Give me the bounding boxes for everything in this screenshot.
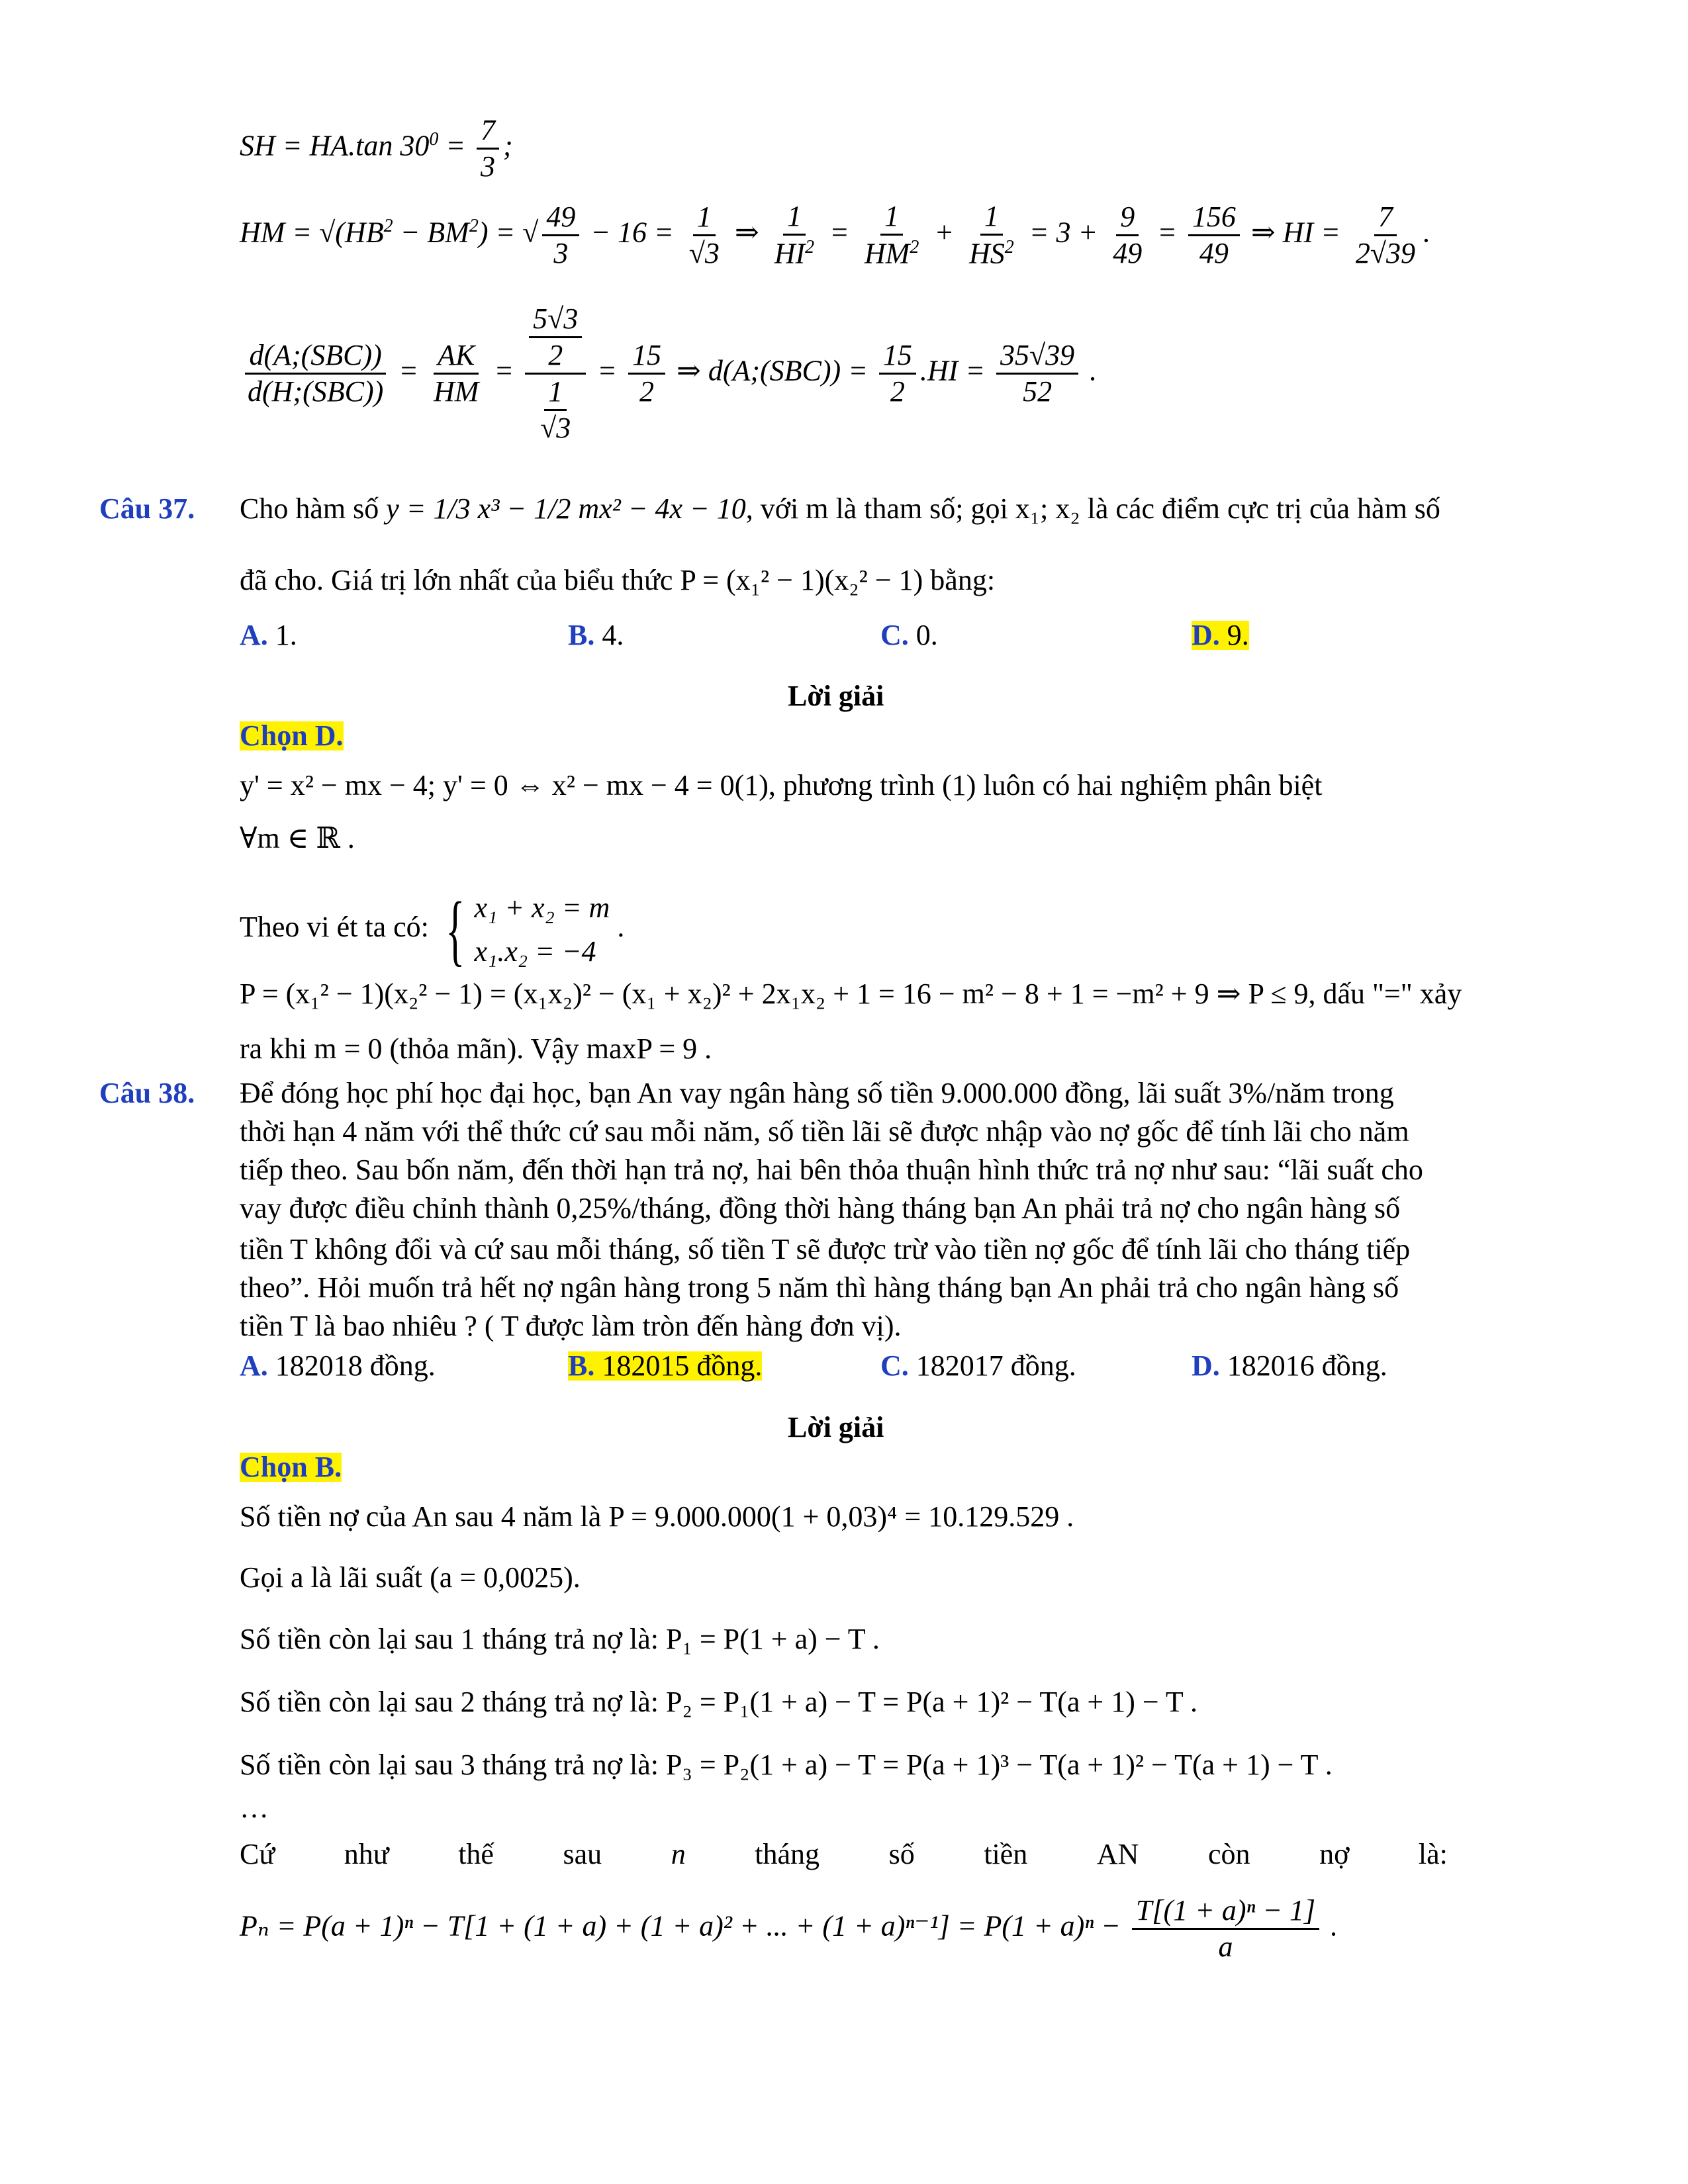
d-period: .: [1090, 354, 1098, 387]
hm-seven: 7: [1374, 203, 1397, 236]
q37-chosen: Chọn D.: [240, 719, 344, 752]
q37-option-b-text: 4.: [602, 619, 624, 651]
hm-frac-hi: $\frac{1}{HI^2}$: [774, 200, 815, 270]
brace-icon: {: [445, 886, 465, 974]
hm-hi-eq: ⇒ HI =: [1250, 216, 1340, 249]
q37-option-c-letter: C.: [880, 619, 909, 651]
q38-option-a[interactable]: [240, 1351, 436, 1381]
d-eq2: =: [494, 354, 514, 387]
word: tiền: [984, 1838, 1028, 1870]
q38-sol-2: Gọi a là lãi suất (a = 0,0025).: [240, 1561, 581, 1594]
hm-sqrt3: √3: [688, 236, 720, 269]
hm-minus16: − 16 =: [590, 216, 674, 249]
d-35sqrt39: 35√39: [996, 341, 1078, 375]
q37-stem-func: y = 1/3 x³ − 1/2 mx² − 4x − 10: [386, 492, 746, 525]
hm-period: .: [1423, 216, 1431, 249]
q38-sol-6: …: [240, 1792, 269, 1824]
q38-option-a-text: 182018 đồng.: [275, 1349, 436, 1382]
q38-sol-8-den: a: [1218, 1931, 1233, 1963]
q38-stem-3: tiếp theo. Sau bốn năm, đến thời hạn trả nợ, hai bên thỏa thuận hình thức trả nợ như sau: “lãi suất cho: [240, 1154, 1423, 1186]
q37-sol-3-end: .: [617, 911, 625, 944]
q37-sol-1: y' = x² − mx − 4; y' = 0 ⇔ x² − mx − 4 = 0(1), phương trình (1) luôn có hai nghiệm phân biệt: [240, 769, 1323, 801]
q37-option-a-letter: A.: [240, 619, 268, 651]
hm-hi2: HI: [774, 237, 806, 270]
sh-deg: 0: [429, 128, 439, 150]
sh-lhs: SH = HA.tan 30: [240, 129, 430, 162]
q38-option-c-text: 182017 đồng.: [915, 1349, 1076, 1382]
hm-c: ) =: [478, 216, 516, 249]
word: tháng: [755, 1838, 820, 1870]
d-ak: AK: [434, 341, 479, 375]
q37-sys-2: x₁.x₂ = −4: [474, 935, 596, 968]
q38-stem-1: Để đóng học phí học đại học, bạn An vay ngân hàng số tiền 9.000.000 đồng, lãi suất 3%/năm trong: [240, 1077, 1394, 1109]
q37-option-d-letter: D.: [1192, 619, 1220, 651]
hm-hm2: HM: [864, 237, 910, 270]
q38-option-c[interactable]: [880, 1351, 1076, 1381]
d-frac-15-2: [628, 341, 665, 406]
hm-one-3: 1: [880, 202, 903, 236]
hm-plus: +: [934, 216, 955, 249]
d-hm: HM: [433, 375, 479, 408]
hm-frac-49-3: [542, 200, 579, 269]
hm-num49: 49: [542, 203, 579, 236]
q37-option-b[interactable]: [568, 621, 624, 650]
q37-option-c[interactable]: [880, 621, 938, 650]
hm-frac-hs: $\frac{1}{HS^2}$: [969, 200, 1014, 270]
word: số: [888, 1838, 915, 1870]
q37-option-b-letter: B.: [568, 619, 595, 651]
q38-solution-title: Lời giải: [788, 1411, 884, 1443]
hm-eq3: = 3 +: [1029, 216, 1098, 249]
q37-stem-1b: , với m là tham số; gọi x₁; x₂ là các điểm cực trị của hàm số: [745, 492, 1440, 525]
hm-a: HM = √(HB: [240, 216, 384, 249]
hm-frac-hm: $\frac{1}{HM^2}$: [864, 200, 919, 270]
d-5sqrt3: 5√3: [529, 304, 582, 338]
hm-frac-156-49: [1188, 200, 1240, 269]
q38-sol-5: Số tiền còn lại sau 3 tháng trả nợ là: P₃ = P₂(1 + a) − T = P(a + 1)³ − T(a + 1)² − T(a + 1) − T .: [240, 1749, 1333, 1781]
d-implies: ⇒ d(A;(SBC)) =: [676, 354, 868, 387]
q38-label: Câu 38.: [99, 1077, 195, 1109]
d-15: 15: [628, 341, 665, 375]
q38-option-a-letter: A.: [240, 1349, 268, 1382]
q37-stem-line1: [240, 494, 1440, 523]
word: là:: [1418, 1838, 1448, 1870]
q38-option-c-letter: C.: [880, 1349, 909, 1382]
d-den: d(H;(SBC)): [248, 375, 384, 408]
d-hi: .HI =: [919, 354, 986, 387]
q38-stem-4: vay được điều chỉnh thành 0,25%/tháng, đồng thời hàng tháng bạn An phải trả nợ cho ngân hàng số: [240, 1192, 1401, 1224]
word: n: [671, 1838, 686, 1870]
q38-option-d-text: 182016 đồng.: [1227, 1349, 1387, 1382]
q38-sol-8-left: Pₙ = P(a + 1)ⁿ − T[1 + (1 + a) + (1 + a)² + ... + (1 + a)ⁿ⁻¹] = P(1 + a)ⁿ −: [240, 1909, 1121, 1942]
hm-implies: ⇒: [734, 216, 759, 249]
hm-one-4: 1: [980, 202, 1003, 236]
q38-option-d[interactable]: [1192, 1351, 1387, 1381]
q38-option-b-text: 182015 đồng.: [602, 1349, 763, 1382]
d-frac-result: [996, 341, 1078, 406]
hm-eq: =: [829, 216, 849, 249]
q38-stem-7: tiền T là bao nhiêu ? ( T được làm tròn đến hàng đơn vị).: [240, 1310, 902, 1342]
d-eq1: =: [399, 354, 418, 387]
word: nợ: [1319, 1838, 1350, 1870]
sh-num: 7: [477, 116, 499, 150]
word: Cứ: [240, 1838, 275, 1870]
q37-sol-3: [240, 886, 625, 974]
q38-sol-7: [240, 1840, 1448, 1869]
q37-stem-1a: Cho hàm số: [240, 492, 379, 525]
hm-49: 49: [1113, 236, 1143, 269]
word: như: [344, 1838, 389, 1870]
sh-den: 3: [481, 150, 496, 183]
word: còn: [1207, 1838, 1250, 1870]
q37-sol-4: P = (x₁² − 1)(x₂² − 1) = (x₁x₂)² − (x₁ + x₂)² + 2x₁x₂ + 1 = 16 − m² − 8 + 1 = −m² + 9 ⇒ P ≤ 9, dấu "=" xảy: [240, 978, 1462, 1010]
d-frac-ratio: [244, 341, 387, 406]
word: sau: [563, 1838, 602, 1870]
word: thế: [458, 1838, 494, 1870]
q38-sol-8-end: .: [1331, 1909, 1338, 1942]
q37-option-a-text: 1.: [275, 619, 297, 651]
d-frac-complex: [525, 304, 586, 443]
q37-option-a[interactable]: [240, 621, 297, 650]
q38-sol-8: [240, 1896, 1338, 1962]
q37-option-d[interactable]: [1192, 621, 1249, 650]
hm-156: 156: [1188, 203, 1240, 236]
q37-stem-line2: đã cho. Giá trị lớn nhất của biểu thức P = (x₁² − 1)(x₂² − 1) bằng:: [240, 564, 996, 596]
q38-option-b-letter: B.: [568, 1349, 595, 1382]
d-2c: 2: [890, 375, 905, 408]
d-2: 2: [548, 339, 563, 371]
q38-chosen: Chọn B.: [240, 1451, 342, 1483]
q37-sys-1: x₁ + x₂ = m: [474, 891, 610, 924]
q38-sol-8-num: T[(1 + a)ⁿ − 1]: [1132, 1896, 1319, 1930]
q38-stem-2: thời hạn 4 năm với thể thức cứ sau mỗi năm, số tiền lãi sẽ được nhập vào nợ gốc để tính lãi cho năm: [240, 1115, 1409, 1148]
q37-option-d-text: 9.: [1227, 619, 1249, 651]
hm-hs2: HS: [969, 237, 1005, 270]
hm-2sqrt39: 2√39: [1355, 236, 1416, 269]
q38-stem-6: theo”. Hỏi muốn trả hết nợ ngân hàng trong 5 năm thì hàng tháng bạn An phải trả cho ngân hàng số: [240, 1271, 1399, 1304]
d-1: 1: [544, 377, 567, 411]
sh-fraction: [477, 116, 499, 181]
hm-nine: 9: [1116, 203, 1139, 236]
q37-label: Câu 37.: [99, 492, 195, 525]
q37-sol-5: ra khi m = 0 (thỏa mãn). Vậy maxP = 9 .: [240, 1032, 712, 1065]
q38-option-b[interactable]: [568, 1351, 762, 1381]
d-15b: 15: [879, 341, 916, 375]
q38-sol-8-frac: [1132, 1896, 1319, 1962]
q38-sol-3: Số tiền còn lại sau 1 tháng trả nợ là: P₁ = P(1 + a) − T .: [240, 1623, 880, 1655]
formula-hm: HM = $√(HB^2 - BM^2)$ = √ $\frac{49}{3}$ − 16 = $\frac{1}{√3}$ ⇒ $\frac{1}{HI^2}$ = $\frac{1}{HM^2}$ + $\frac{1}{HS^2}$ = 3 + $\frac{9}{49}$ = $\frac{156}{49}$ ⇒ HI = $\frac{7}{2√39}$ .: [240, 200, 1431, 270]
word: AN: [1096, 1838, 1139, 1870]
q38-sol-1: Số tiền nợ của An sau 4 năm là P = 9.000.000(1 + 0,03)⁴ = 10.129.529 .: [240, 1500, 1074, 1533]
hm-b: − BM: [400, 216, 469, 249]
formula-distance: [240, 304, 1097, 443]
hm-one: 1: [693, 203, 716, 236]
q37-sol-2: ∀m ∈ ℝ .: [240, 822, 355, 854]
hm-one-2: 1: [783, 202, 806, 236]
q38-sol-4: Số tiền còn lại sau 2 tháng trả nợ là: P₂ = P₁(1 + a) − T = P(a + 1)² − T(a + 1) − T .: [240, 1686, 1197, 1718]
d-eq3: =: [597, 354, 617, 387]
q37-option-c-text: 0.: [915, 619, 938, 651]
d-52: 52: [1023, 375, 1053, 408]
q38-stem-5: tiền T không đổi và cứ sau mỗi tháng, số tiền T sẽ được trừ vào tiền nợ gốc để tính lãi cho tháng tiếp: [240, 1233, 1411, 1265]
hm-den3: 3: [553, 236, 569, 269]
sh-eq: =: [445, 129, 466, 162]
d-frac-15-2b: [879, 341, 916, 406]
hm-frac-7-2sqrt39: [1352, 200, 1419, 269]
q37-solution-title: Lời giải: [788, 680, 884, 712]
d-num: d(A;(SBC)): [245, 341, 385, 375]
q37-sol-3-label: Theo vi ét ta có:: [240, 911, 429, 944]
q37-system: [436, 886, 610, 974]
hm-frac-1-sqrt3: [685, 200, 724, 269]
d-2b: 2: [639, 375, 654, 408]
d-sqrt3: √3: [540, 412, 571, 444]
q38-option-d-letter: D.: [1192, 1349, 1220, 1382]
sh-end: ;: [503, 129, 513, 162]
hm-eq2: =: [1157, 216, 1177, 249]
hm-frac-9-49: [1109, 200, 1146, 269]
d-frac-ak-hm: [430, 341, 483, 406]
hm-49b: 49: [1199, 236, 1229, 269]
formula-sh: [240, 116, 513, 181]
